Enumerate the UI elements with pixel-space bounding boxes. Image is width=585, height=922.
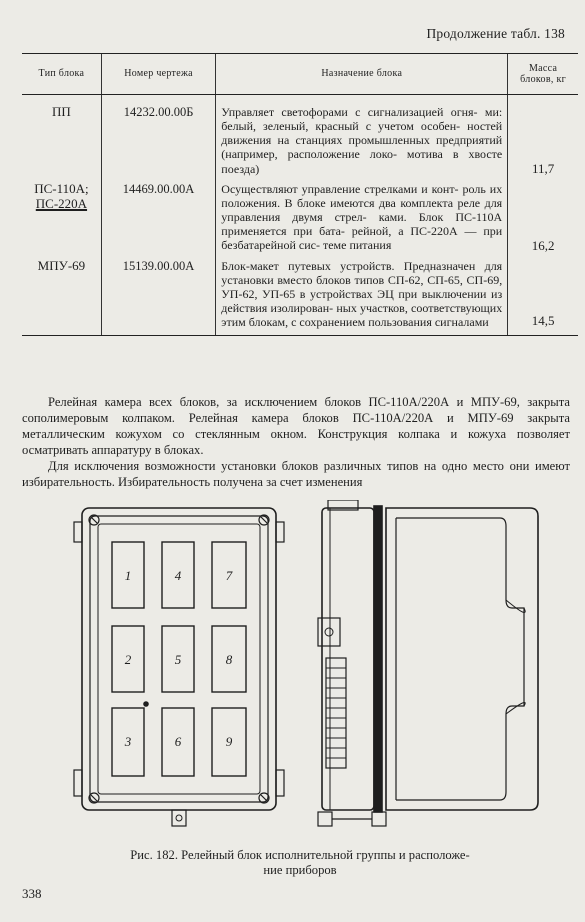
header-purpose: Назначение блока [216, 54, 508, 95]
table-row [22, 256, 578, 336]
caption-line1: Рис. 182. Релейный блок исполнительной группы и расположе- [130, 848, 470, 862]
slot-label: 7 [225, 568, 233, 583]
running-head: Продолжение табл. 138 [426, 26, 565, 41]
cell-type [22, 179, 101, 256]
slot-label: 1 [124, 568, 132, 583]
page-number: 338 [22, 886, 42, 901]
slot-label: 5 [174, 652, 182, 667]
figure-relay-block [60, 500, 550, 840]
header-drawing: Номер чертежа [101, 54, 215, 95]
cell-type: МПУ-69 [22, 256, 101, 336]
paragraph: Релейная камера всех блоков, за исключением блоков ПС-110А/220А и МПУ-69, закрыта сополимеровым колпаком. Релейная камера блоков ПС-110А/220А и МПУ-69 закрыта металлическим кожухом со стеклянным окном. Конструкция колпака и кожуха позволяет осматривать аппаратуру в блоках. [22, 395, 570, 457]
slot-label: 4 [174, 568, 182, 583]
cell-drawing: 15139.00.00А [101, 256, 215, 336]
slot-label: 6 [174, 734, 182, 749]
cell-purpose: Управляет светофорами с сигнализацией огня- ми: белый, зеленый, красный с учетом особен- ностей движения на станциях промышленных предприятий (например, расположение локо- мотива в хвосте поезда) [216, 95, 508, 179]
cell-mass: 11,7 [508, 95, 578, 179]
side-view [318, 500, 538, 826]
body-text [22, 394, 570, 490]
relay-block-drawing [60, 500, 550, 840]
paragraph: Для исключения возможности установки блоков различных типов на одно место они имеют избирательность. Избирательность получена за счет изменения [22, 459, 570, 489]
cell-type: ПП [52, 104, 71, 119]
blocks-table [22, 53, 578, 336]
front-view [74, 508, 284, 826]
table-row [22, 179, 578, 256]
cell-purpose: Блок-макет путевых устройств. Предназначен для установки вместо блоков типов СП-62, СП-65, СП-69, УП-62, УП-65 в устройствах ЭЦ при выключении из действия изолирован- ных участков, соответствующих этим блокам, с сохранением пользования сигналами [216, 256, 508, 336]
cell-drawing: 14469.00.00А [101, 179, 215, 256]
header-mass-line1: Масса [528, 62, 558, 74]
cell-type-line1: ПС-110А; [34, 180, 89, 196]
cell-purpose: Осуществляют управление стрелками и конт- роль их положения. В блоке имеются два комплекта реле для управления двумя стрел- ками. Блок ПС-110А применяется при бата- рейной, а ПС-220А — при безбатарейной сис- теме питания [216, 179, 508, 256]
header-mass [508, 54, 578, 95]
slot-label: 3 [124, 734, 132, 749]
slot-label: 9 [225, 734, 233, 749]
cell-type-line2: ПС-220А [35, 195, 88, 211]
header-mass-line2: блоков, кг [520, 74, 567, 85]
slot-label: 2 [124, 652, 132, 667]
header-type: Тип блока [22, 54, 101, 95]
cell-mass: 14,5 [508, 256, 578, 336]
figure-caption [90, 848, 510, 878]
table-header-row [22, 54, 578, 95]
cell-mass: 16,2 [508, 179, 578, 256]
table-row [22, 95, 578, 179]
slot-label: 8 [225, 652, 233, 667]
caption-line2: ние приборов [263, 863, 337, 877]
cell-drawing: 14232.00.00Б [101, 95, 215, 179]
